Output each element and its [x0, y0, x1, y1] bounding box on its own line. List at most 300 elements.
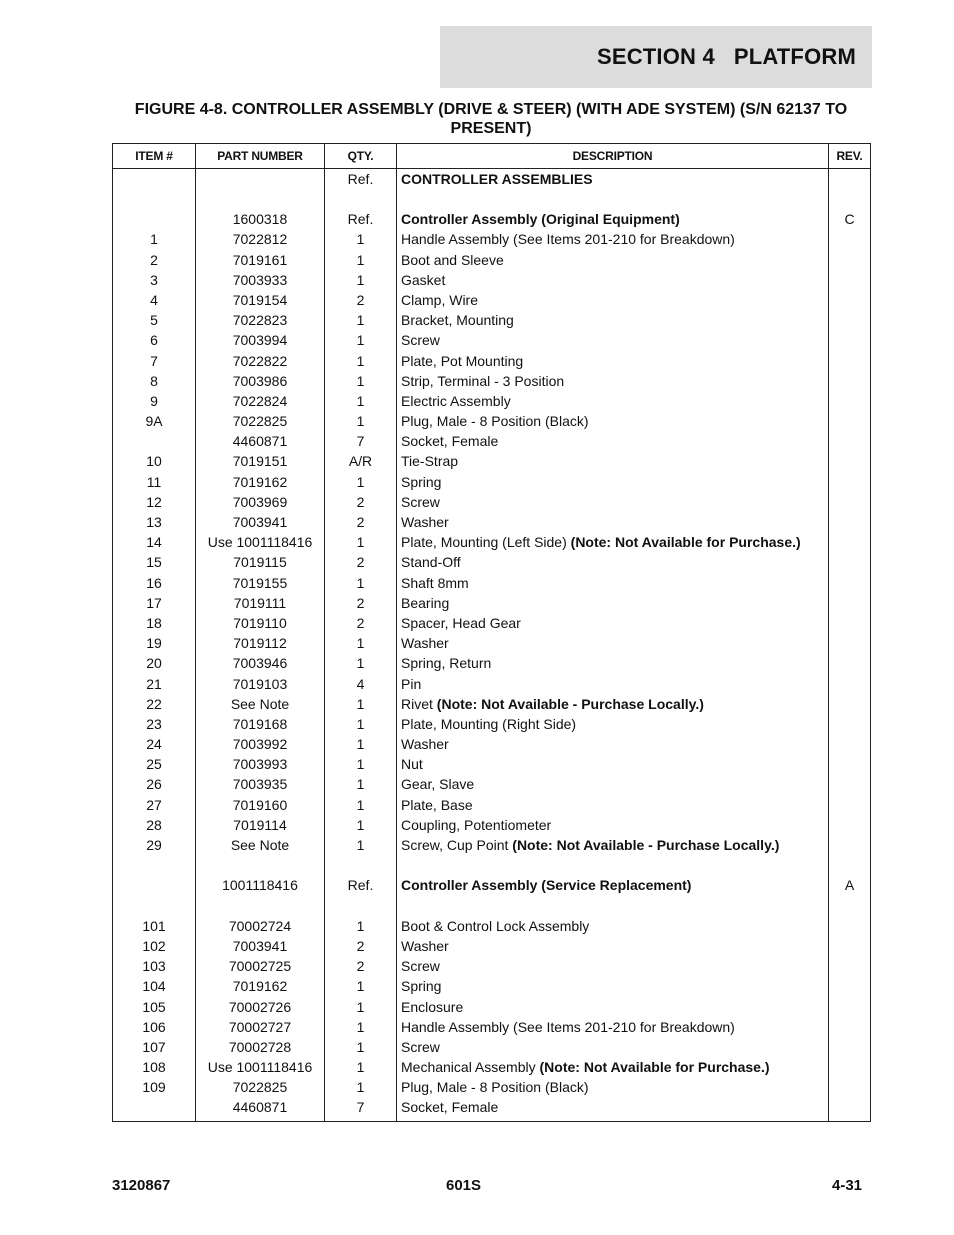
item-number-cell: 14 [113, 534, 196, 554]
description-cell [397, 252, 829, 272]
footer-model: 601S [446, 1177, 482, 1194]
description-text: Plate, Mounting (Left Side) [401, 534, 571, 551]
item-number-cell: 105 [113, 999, 196, 1019]
revision-cell [829, 433, 871, 453]
description-cell [397, 817, 829, 837]
description-text: Clamp, Wire [401, 291, 479, 308]
description-note: (Note: Not Available for Purchase.) [570, 534, 801, 551]
part-number-cell: 7019114 [196, 817, 325, 837]
table-row [113, 1099, 871, 1122]
table-row [113, 635, 871, 655]
table-row [113, 676, 871, 696]
part-number-cell: 7019160 [196, 797, 325, 817]
quantity-cell: 2 [325, 494, 397, 514]
figure-title: FIGURE 4-8. CONTROLLER ASSEMBLY (DRIVE & STEER) (WITH ADE SYSTEM) (S/N 62137 TO PRESENT) [134, 101, 848, 137]
revision-cell [829, 474, 871, 494]
table-row [113, 453, 871, 473]
description-cell [397, 231, 829, 251]
description-text: Coupling, Potentiometer [401, 816, 552, 833]
item-number-cell [113, 877, 196, 897]
item-number-cell: 5 [113, 312, 196, 332]
part-number-cell: 7022823 [196, 312, 325, 332]
quantity-cell: 1 [325, 373, 397, 393]
description-cell [397, 514, 829, 534]
description-text: Screw [401, 493, 440, 510]
part-number-cell: Use 1001118416 [196, 1059, 325, 1079]
revision-cell [829, 837, 871, 857]
description-cell [397, 211, 829, 231]
description-text: Rivet [401, 695, 437, 712]
table-row [113, 494, 871, 514]
description-cell [397, 1019, 829, 1039]
description-cell [397, 938, 829, 958]
description-text: Plate, Mounting (Right Side) [401, 715, 577, 732]
description-text: Handle Assembly (See Items 201-210 for Breakdown) [401, 1018, 735, 1035]
revision-cell [829, 696, 871, 716]
quantity-cell [325, 191, 397, 211]
description-cell [397, 393, 829, 413]
quantity-cell: 1 [325, 837, 397, 857]
quantity-cell: Ref. [325, 877, 397, 897]
revision-cell [829, 978, 871, 998]
part-number-cell: See Note [196, 696, 325, 716]
description-cell [397, 918, 829, 938]
quantity-cell: 1 [325, 817, 397, 837]
part-number-cell: 7019162 [196, 474, 325, 494]
part-number-cell: 7019162 [196, 978, 325, 998]
item-number-cell: 109 [113, 1079, 196, 1099]
revision-cell [829, 393, 871, 413]
item-number-cell: 19 [113, 635, 196, 655]
table-row [113, 736, 871, 756]
description-cell [397, 272, 829, 292]
description-note: (Note: Not Available - Purchase Locally.) [512, 837, 780, 853]
description-text: Gear, Slave [401, 776, 475, 793]
description-text: Pin [401, 675, 422, 692]
table-row [113, 615, 871, 635]
item-number-cell: 7 [113, 353, 196, 373]
table-row [113, 938, 871, 958]
part-number-cell: 1001118416 [196, 877, 325, 897]
part-number-cell: 7019161 [196, 252, 325, 272]
quantity-cell: 1 [325, 534, 397, 554]
description-note: (Note: Not Available for Purchase.) [539, 1059, 770, 1076]
revision-cell [829, 736, 871, 756]
part-number-cell: 7003994 [196, 332, 325, 352]
revision-cell [829, 1099, 871, 1122]
table-row [113, 433, 871, 453]
part-number-cell: 7022825 [196, 413, 325, 433]
description-cell [397, 696, 829, 716]
revision-cell [829, 676, 871, 696]
description-text: Mechanical Assembly [401, 1059, 540, 1076]
description-text: Spring [401, 473, 442, 490]
part-number-cell: 7003986 [196, 373, 325, 393]
part-number-cell: 7019151 [196, 453, 325, 473]
table-row [113, 332, 871, 352]
table-row [113, 312, 871, 332]
table-row [113, 756, 871, 776]
description-text: Socket, Female [401, 433, 499, 450]
item-number-cell: 3 [113, 272, 196, 292]
table-row [113, 1039, 871, 1059]
quantity-cell: 2 [325, 938, 397, 958]
item-number-cell: 101 [113, 918, 196, 938]
quantity-cell [325, 898, 397, 918]
item-number-cell: 21 [113, 676, 196, 696]
description-text: Spacer, Head Gear [401, 614, 521, 631]
footer-page-number: 4-31 [832, 1177, 863, 1194]
quantity-cell: 1 [325, 1059, 397, 1079]
description-cell [397, 373, 829, 393]
table-row [113, 413, 871, 433]
description-cell [397, 1099, 829, 1122]
part-number-cell: 4460871 [196, 1099, 325, 1122]
revision-cell [829, 292, 871, 312]
quantity-cell: 2 [325, 514, 397, 534]
part-number-cell: 7019155 [196, 575, 325, 595]
part-number-cell: 70002725 [196, 958, 325, 978]
footer-doc-number: 3120867 [112, 1177, 171, 1194]
description-cell [397, 635, 829, 655]
description-cell [397, 413, 829, 433]
item-number-cell: 6 [113, 332, 196, 352]
part-number-cell [196, 898, 325, 918]
quantity-cell: 1 [325, 413, 397, 433]
description-cell [397, 292, 829, 312]
part-number-cell: 7019154 [196, 292, 325, 312]
table-row [113, 837, 871, 857]
revision-cell [829, 413, 871, 433]
quantity-cell: 2 [325, 595, 397, 615]
description-text: Plate, Base [401, 796, 473, 813]
table-row [113, 877, 871, 897]
quantity-cell: 1 [325, 999, 397, 1019]
quantity-cell: 1 [325, 655, 397, 675]
revision-cell [829, 373, 871, 393]
description-text: Handle Assembly (See Items 201-210 for Breakdown) [401, 231, 735, 248]
table-row [113, 272, 871, 292]
quantity-cell: 2 [325, 292, 397, 312]
revision-cell [829, 595, 871, 615]
item-number-cell: 28 [113, 817, 196, 837]
description-cell [397, 1059, 829, 1079]
quantity-cell: 1 [325, 1019, 397, 1039]
description-text: Screw [401, 958, 440, 975]
description-text: Boot and Sleeve [401, 251, 504, 268]
quantity-cell: 1 [325, 797, 397, 817]
description-cell [397, 797, 829, 817]
item-number-cell: 24 [113, 736, 196, 756]
revision-cell [829, 938, 871, 958]
revision-cell [829, 534, 871, 554]
table-row [113, 231, 871, 251]
item-number-cell: 22 [113, 696, 196, 716]
revision-cell: A [829, 877, 871, 897]
description-text: Washer [401, 736, 449, 753]
description-cell [397, 736, 829, 756]
quantity-cell: 7 [325, 1099, 397, 1122]
description-text: Plug, Male - 8 Position (Black) [401, 413, 589, 430]
item-number-cell: 23 [113, 716, 196, 736]
quantity-cell: 1 [325, 756, 397, 776]
quantity-cell: 1 [325, 918, 397, 938]
description-cell [397, 837, 829, 857]
part-number-cell: 4460871 [196, 433, 325, 453]
quantity-cell: 1 [325, 272, 397, 292]
revision-cell [829, 756, 871, 776]
table-row [113, 393, 871, 413]
description-text: Strip, Terminal - 3 Position [401, 372, 565, 389]
description-cell [397, 433, 829, 453]
description-text: Plug, Male - 8 Position (Black) [401, 1079, 589, 1096]
revision-cell [829, 231, 871, 251]
revision-cell [829, 958, 871, 978]
item-number-cell: 102 [113, 938, 196, 958]
revision-cell [829, 191, 871, 211]
table-row [113, 696, 871, 716]
description-text: Enclosure [401, 998, 464, 1015]
table-row [113, 1019, 871, 1039]
item-number-cell: 1 [113, 231, 196, 251]
item-number-cell: 106 [113, 1019, 196, 1039]
column-header-qty: QTY. [325, 144, 397, 169]
revision-cell [829, 169, 871, 192]
revision-cell [829, 1019, 871, 1039]
table-row [113, 252, 871, 272]
table-row [113, 211, 871, 231]
revision-cell [829, 1059, 871, 1079]
description-cell [397, 898, 829, 918]
item-number-cell [113, 191, 196, 211]
description-text: Boot & Control Lock Assembly [401, 917, 590, 934]
revision-cell [829, 252, 871, 272]
item-number-cell: 104 [113, 978, 196, 998]
part-number-cell: 70002724 [196, 918, 325, 938]
revision-cell [829, 655, 871, 675]
quantity-cell: 2 [325, 958, 397, 978]
table-row [113, 776, 871, 796]
part-number-cell [196, 169, 325, 192]
item-number-cell: 9 [113, 393, 196, 413]
description-cell [397, 978, 829, 998]
part-number-cell: 7003935 [196, 776, 325, 796]
part-number-cell: 70002728 [196, 1039, 325, 1059]
part-number-cell: 7003946 [196, 655, 325, 675]
item-number-cell [113, 211, 196, 231]
part-number-cell: 7019103 [196, 676, 325, 696]
item-number-cell [113, 1099, 196, 1122]
item-number-cell: 16 [113, 575, 196, 595]
description-cell [397, 1039, 829, 1059]
part-number-cell: 7022824 [196, 393, 325, 413]
description-text: Shaft 8mm [401, 574, 469, 591]
part-number-cell [196, 191, 325, 211]
quantity-cell: Ref. [325, 211, 397, 231]
table-row [113, 292, 871, 312]
description-text: Plate, Pot Mounting [401, 352, 524, 369]
table-row [113, 595, 871, 615]
revision-cell [829, 494, 871, 514]
table-row [113, 169, 871, 192]
quantity-cell: 1 [325, 393, 397, 413]
part-number-cell: 1600318 [196, 211, 325, 231]
quantity-cell: 1 [325, 312, 397, 332]
item-number-cell: 4 [113, 292, 196, 312]
description-cell [397, 554, 829, 574]
description-text: Washer [401, 635, 449, 652]
item-number-cell: 17 [113, 595, 196, 615]
revision-cell [829, 1039, 871, 1059]
part-number-cell: 7022812 [196, 231, 325, 251]
description-text: Controller Assembly (Original Equipment) [401, 211, 680, 228]
part-number-cell: 7003969 [196, 494, 325, 514]
quantity-cell: 1 [325, 1039, 397, 1059]
table-row [113, 514, 871, 534]
item-number-cell: 12 [113, 494, 196, 514]
description-cell [397, 857, 829, 877]
item-number-cell: 9A [113, 413, 196, 433]
item-number-cell [113, 898, 196, 918]
revision-cell [829, 453, 871, 473]
description-text: Washer [401, 937, 449, 954]
description-text: Bracket, Mounting [401, 312, 514, 329]
item-number-cell: 2 [113, 252, 196, 272]
revision-cell [829, 615, 871, 635]
revision-cell [829, 575, 871, 595]
description-cell [397, 453, 829, 473]
table-row [113, 716, 871, 736]
table-row [113, 575, 871, 595]
table-row [113, 918, 871, 938]
quantity-cell: 1 [325, 474, 397, 494]
table-row [113, 797, 871, 817]
table-row [113, 554, 871, 574]
item-number-cell: 8 [113, 373, 196, 393]
part-number-cell: 7019110 [196, 615, 325, 635]
description-cell [397, 716, 829, 736]
part-number-cell: 7003933 [196, 272, 325, 292]
item-number-cell: 29 [113, 837, 196, 857]
item-number-cell: 27 [113, 797, 196, 817]
quantity-cell: 1 [325, 252, 397, 272]
description-cell [397, 1079, 829, 1099]
description-cell [397, 615, 829, 635]
table-row [113, 1059, 871, 1079]
quantity-cell: 7 [325, 433, 397, 453]
part-number-cell: Use 1001118416 [196, 534, 325, 554]
part-number-cell: 7003941 [196, 938, 325, 958]
table-row [113, 191, 871, 211]
section-banner [440, 26, 872, 88]
table-row [113, 373, 871, 393]
description-cell [397, 474, 829, 494]
revision-cell: C [829, 211, 871, 231]
description-cell [397, 676, 829, 696]
quantity-cell: 1 [325, 736, 397, 756]
revision-cell [829, 1079, 871, 1099]
quantity-cell: 1 [325, 776, 397, 796]
quantity-cell: 1 [325, 575, 397, 595]
revision-cell [829, 857, 871, 877]
quantity-cell: 1 [325, 353, 397, 373]
item-number-cell: 18 [113, 615, 196, 635]
description-cell [397, 655, 829, 675]
table-row [113, 474, 871, 494]
part-number-cell: 7019115 [196, 554, 325, 574]
item-number-cell [113, 169, 196, 192]
revision-cell [829, 797, 871, 817]
part-number-cell: 7019168 [196, 716, 325, 736]
description-text: Screw [401, 332, 440, 349]
revision-cell [829, 999, 871, 1019]
item-number-cell: 10 [113, 453, 196, 473]
description-cell [397, 575, 829, 595]
description-text: Spring, Return [401, 655, 492, 672]
description-cell [397, 169, 829, 192]
part-number-cell: 7019112 [196, 635, 325, 655]
item-number-cell [113, 857, 196, 877]
description-cell [397, 595, 829, 615]
description-text: Controller Assembly (Service Replacement) [401, 877, 692, 894]
item-number-cell [113, 433, 196, 453]
item-number-cell: 26 [113, 776, 196, 796]
description-cell [397, 877, 829, 897]
part-number-cell: 7022822 [196, 353, 325, 373]
quantity-cell: Ref. [325, 169, 397, 192]
revision-cell [829, 716, 871, 736]
table-row [113, 353, 871, 373]
description-text: Gasket [401, 271, 446, 288]
table-row [113, 655, 871, 675]
item-number-cell: 107 [113, 1039, 196, 1059]
table-header-row [113, 144, 871, 169]
part-number-cell: 7022825 [196, 1079, 325, 1099]
part-number-cell: See Note [196, 837, 325, 857]
description-cell [397, 999, 829, 1019]
table-row [113, 1079, 871, 1099]
description-cell [397, 776, 829, 796]
part-number-cell: 70002727 [196, 1019, 325, 1039]
table-row [113, 898, 871, 918]
revision-cell [829, 817, 871, 837]
part-number-cell: 70002726 [196, 999, 325, 1019]
column-header-description: DESCRIPTION [397, 144, 829, 169]
description-text: Screw [401, 1038, 440, 1055]
part-number-cell [196, 857, 325, 877]
description-cell [397, 332, 829, 352]
description-cell [397, 534, 829, 554]
part-number-cell: 7003941 [196, 514, 325, 534]
description-text: Socket, Female [401, 1099, 499, 1116]
table-row [113, 978, 871, 998]
description-text: Spring [401, 978, 442, 995]
description-text: Nut [401, 756, 423, 773]
part-number-cell: 7003993 [196, 756, 325, 776]
revision-cell [829, 918, 871, 938]
revision-cell [829, 554, 871, 574]
description-cell [397, 312, 829, 332]
description-text: Bearing [401, 594, 450, 611]
item-number-cell: 11 [113, 474, 196, 494]
section-title: SECTION 4 PLATFORM [596, 44, 856, 69]
revision-cell [829, 514, 871, 534]
table-row [113, 958, 871, 978]
quantity-cell: 1 [325, 716, 397, 736]
description-cell [397, 494, 829, 514]
description-cell [397, 958, 829, 978]
column-header-rev: REV. [829, 144, 871, 169]
